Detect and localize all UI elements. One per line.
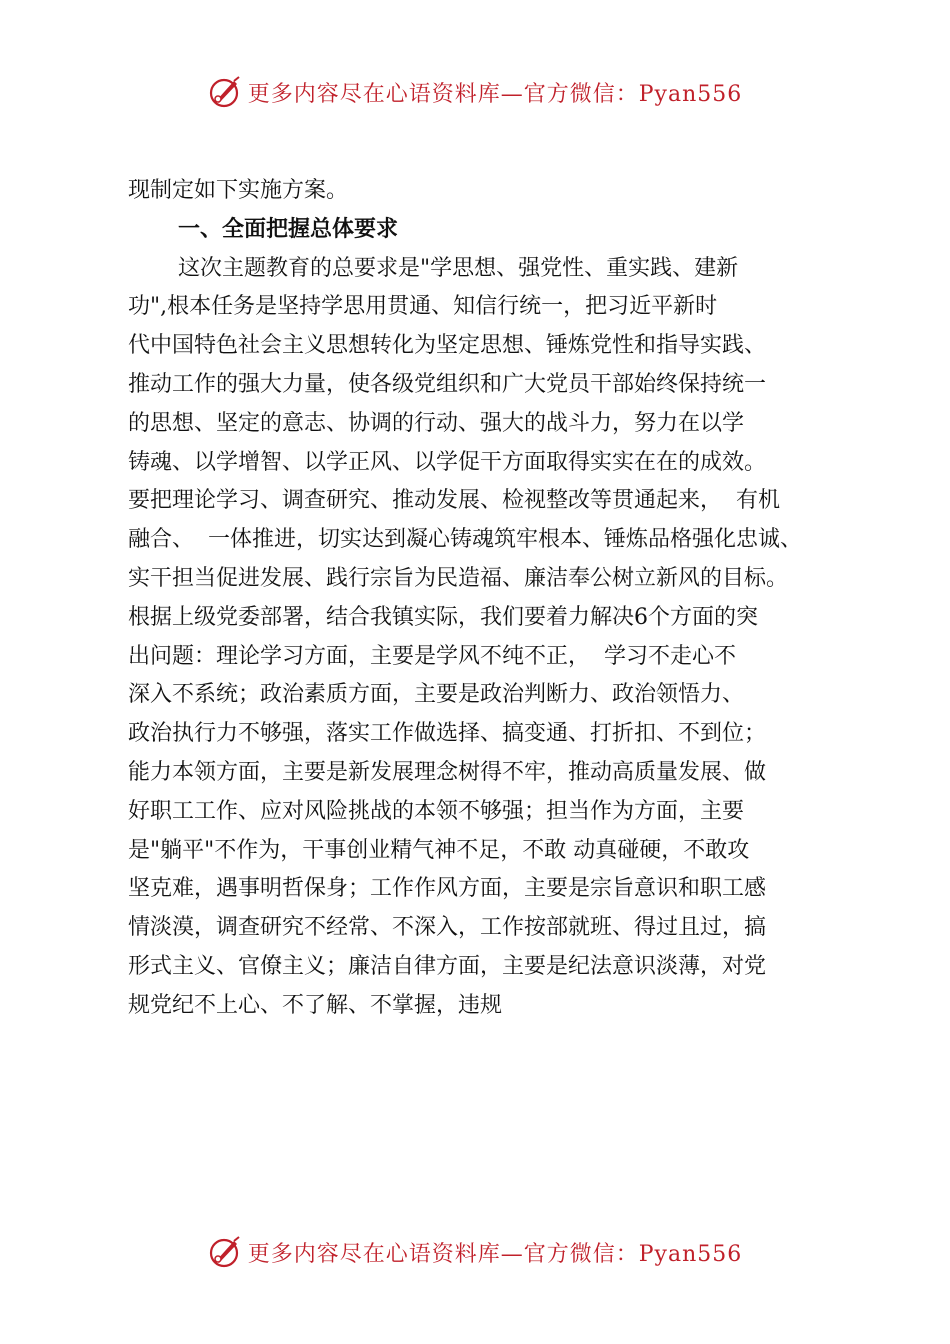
body-line: 推动工作的强大力量，使各级党组织和广大党员干部始终保持统一 bbox=[128, 371, 767, 397]
quill-seal-icon bbox=[208, 1235, 242, 1269]
section-heading: 一、全面把握总体要求 bbox=[178, 216, 399, 242]
body-line: 情淡漠，调查研究不经常、不深入，工作按部就班、得过且过，搞 bbox=[128, 915, 767, 941]
body-line: 实干担当促进发展、践行宗旨为民造福、廉洁奉公树立新风的目标。 bbox=[128, 565, 789, 591]
quill-seal-icon bbox=[208, 75, 242, 109]
document-body bbox=[128, 172, 888, 1026]
body-line: 规党纪不上心、不了解、不掌握，违规 bbox=[128, 992, 503, 1018]
body-line: 出问题：理论学习方面，主要是学风不纯不正， 学习不走心不 bbox=[128, 643, 736, 669]
body-line: 融合、 一体推进，切实达到凝心铸魂筑牢根本、锤炼品格强化忠诚、 bbox=[128, 527, 802, 553]
body-line: 代中国特色社会主义思想转化为坚定思想、锤炼党性和指导实践、 bbox=[128, 333, 767, 359]
body-line: 是"躺平"不作为，干事创业精气神不足，不敢 动真碰硬，不敢攻 bbox=[128, 837, 750, 863]
body-line: 根据上级党委部署，结合我镇实际，我们要着力解决6个方面的突 bbox=[128, 604, 758, 630]
header-banner bbox=[0, 72, 950, 112]
body-line: 的思想、坚定的意志、协调的行动、强大的战斗力，努力在以学 bbox=[128, 410, 745, 436]
body-line: 好职工工作、应对风险挑战的本领不够强；担当作为方面，主要 bbox=[128, 798, 745, 824]
footer-banner bbox=[0, 1232, 950, 1272]
body-line: 铸魂、以学增智、以学正风、以学促干方面取得实实在在的成效。 bbox=[128, 449, 767, 475]
body-line: 功",根本任务是坚持学思用贯通、知信行统一，把习近平新时 bbox=[128, 294, 718, 320]
body-line: 形式主义、官僚主义；廉洁自律方面，主要是纪法意识淡薄，对党 bbox=[128, 953, 767, 979]
footer-text: 更多内容尽在心语资料库—官方微信：Pyan556 bbox=[247, 1241, 743, 1267]
body-line: 深入不系统；政治素质方面，主要是政治判断力、政治领悟力、 bbox=[128, 682, 745, 708]
body-line: 要把理论学习、调查研究、推动发展、检视整改等贯通起来， 有机 bbox=[128, 488, 780, 514]
body-line: 政治执行力不够强，落实工作做选择、搞变通、打折扣、不到位； bbox=[128, 721, 767, 747]
body-line: 能力本领方面，主要是新发展理念树得不牢，推动高质量发展、做 bbox=[128, 759, 767, 785]
body-line: 这次主题教育的总要求是"学思想、强党性、重实践、建新 bbox=[178, 255, 739, 281]
body-line: 坚克难，遇事明哲保身；工作作风方面，主要是宗旨意识和职工感 bbox=[128, 876, 767, 902]
header-text: 更多内容尽在心语资料库—官方微信：Pyan556 bbox=[247, 81, 743, 107]
body-line: 现制定如下实施方案。 bbox=[128, 178, 349, 203]
